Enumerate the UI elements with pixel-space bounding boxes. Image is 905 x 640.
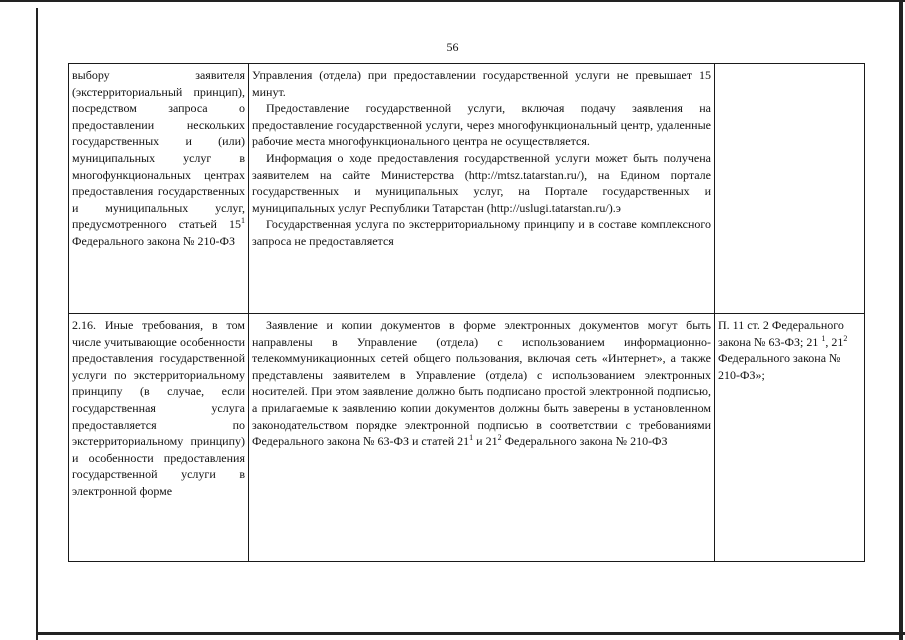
- row2-requirement-text: 2.16. Иные требования, в том числе учитывающие особенности предоставления государственной услуги по экстерриториальному принципу (в случае, если государственная услуга предоставляется по экстерриториальному принципу) и особенности предоставления государственной услуги в электронной форме: [72, 318, 245, 498]
- superscript: 1: [469, 433, 474, 443]
- superscript: 2: [497, 433, 502, 443]
- row2-content-cell: [249, 314, 715, 562]
- paragraph: Предоставление государственной услуги, включая подачу заявления на предоставление государственной услуги, через многофункциональный центр, удаленные рабочие места многофункционального центра не осуществляется.: [252, 101, 711, 149]
- superscript: 2: [843, 333, 848, 343]
- paragraph: Государственная услуга по экстерриториальному принципу и в составе комплексного запроса не предоставляется: [252, 217, 711, 248]
- table-row: [69, 64, 865, 314]
- paragraph: Заявление и копии документов в форме электронных документов могут быть направлены в Управление (отдела) с использованием информационно-телекоммуникационных сетей общего пользования, включая сеть «Интернет», а также представлены заявителем в Управление (отдела) с использованием электронных носителей. При этом заявление должно быть подписано простой электронной подписью, а прилагаемые к заявлению копии документов должны быть заверены в установленном законодательством порядке электронной подписью в соответствии с требованиями Федерального закона № 63-ФЗ и статей $21^1$ и $21^2$ Федерального закона № 210-ФЗ: [252, 318, 711, 449]
- scan-border-top: [0, 0, 905, 2]
- superscript: 1: [821, 333, 826, 343]
- legal-basis-text: П. 11 ст. 2 Федерального закона № 63-ФЗ; 21 $^1$, $21^2$ Федерального закона № 210-ФЗ»;: [718, 318, 848, 382]
- row1-requirement-text-end: Федерального закона № 210-ФЗ: [72, 233, 235, 248]
- row1-content-cell: [249, 64, 715, 314]
- page-number: 56: [446, 40, 459, 54]
- table-row: [69, 314, 865, 562]
- row2-requirement-cell: [69, 314, 249, 562]
- row1-requirement-text: выбору заявителя (экстерриториальный принцип), посредством запроса о предоставлении нескольких государственных и (или) муниципальных услуг в многофункциональных центрах предоставления государственных и муниципальных услуг, предусмотренного статьей 15: [72, 68, 245, 232]
- scan-border-right: [899, 0, 903, 640]
- requirements-table: [68, 63, 865, 562]
- scan-border-left: [36, 8, 38, 640]
- row1-legal-basis-cell: [715, 64, 865, 314]
- row2-legal-basis-cell: [715, 314, 865, 562]
- paragraph: Управления (отдела) при предоставлении государственной услуги не превышает 15 минут.: [252, 68, 711, 99]
- scan-border-bottom: [36, 632, 905, 635]
- superscript: 1: [241, 216, 245, 226]
- row1-requirement-cell: [69, 64, 249, 314]
- paragraph: Информация о ходе предоставления государственной услуги может быть получена заявителем на сайте Министерства (http://mtsz.tatarstan.ru/), на Едином портале государственных и муниципальных услуг, на Портале государственных и муниципальных услуг Республики Татарстан (http://uslugi.tatarstan.ru/).э: [252, 150, 711, 215]
